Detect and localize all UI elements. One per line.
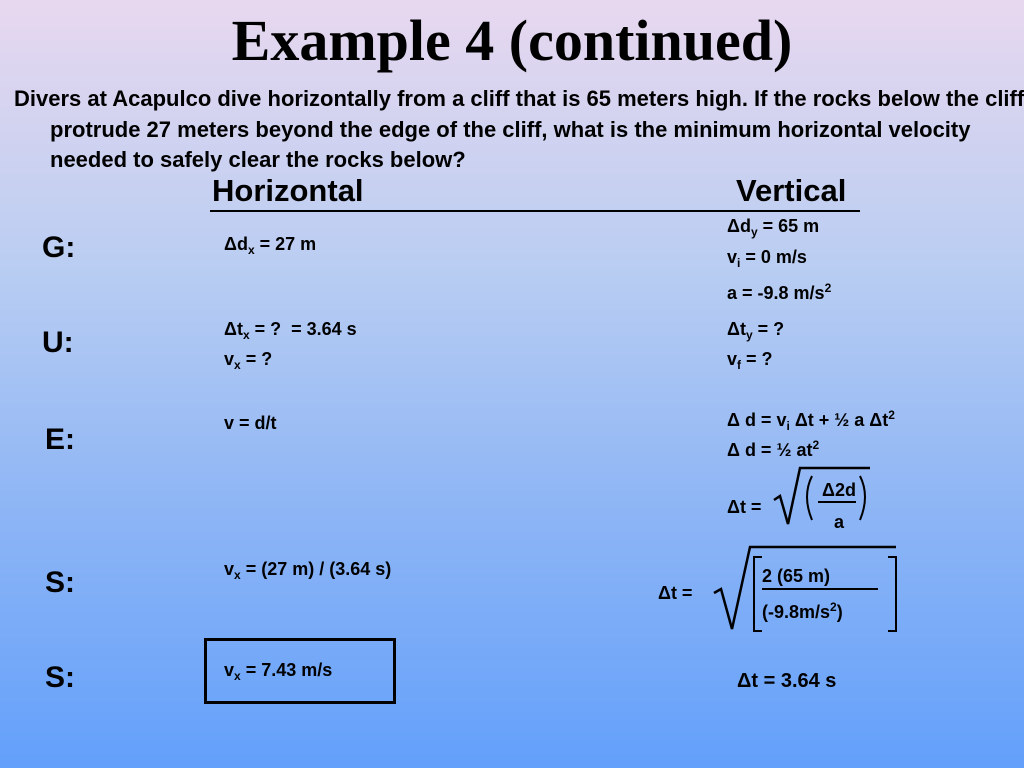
substitute-vx: $v_x = (27$ m) / (3.64 s) bbox=[224, 559, 392, 582]
substitute-numerator: 2 (65 m) bbox=[762, 566, 831, 586]
row-label-unknown: U: bbox=[42, 326, 74, 359]
equation-velocity: v = d/t bbox=[224, 413, 277, 433]
unknown-tx: $\Delta t_x$ = ? = 3.64 s bbox=[224, 319, 357, 342]
answer-vx: $v_x = 7.43$ m/s bbox=[224, 660, 333, 683]
slide-title: Example 4 (continued) bbox=[231, 8, 793, 73]
row-label-given: G: bbox=[42, 231, 76, 264]
unknown-ty: $\Delta t_y$ = ? bbox=[727, 319, 785, 342]
row-label-equation: E: bbox=[45, 423, 75, 456]
unknown-vf: $v_f$ = ? bbox=[727, 349, 773, 372]
vertical-header: Vertical bbox=[736, 173, 847, 208]
given-vi: $v_i = 0$ m/s bbox=[727, 247, 807, 270]
substitute-denominator: $(-9.8m/s^2)$ bbox=[762, 600, 843, 622]
problem-statement: Divers at Acapulco dive horizontally from a cliff that is 65 meters high. If the rocks below the cliff protrude 27 meters beyond the edge of the cliff, what is the minimum horizontal velocity needed to safely clear the rocks below? bbox=[14, 86, 1024, 172]
equation-fraction-denominator: a bbox=[834, 512, 845, 532]
row-label-substitute: S: bbox=[45, 566, 75, 599]
equation-kinematic: Δ $d = v_i$ Δt + ½ a $\Delta t^2$ bbox=[727, 408, 895, 433]
horizontal-header: Horizontal bbox=[212, 173, 364, 208]
equation-dt-label: Δt = bbox=[727, 497, 762, 517]
equation-simplified: Δ d = ½ $at^2$ bbox=[727, 438, 820, 460]
given-a: a = -9.8 $m/s^2$ bbox=[727, 281, 832, 303]
given-dy: $\Delta d_y = 65$ m bbox=[727, 216, 820, 239]
substitute-dt-label: Δt = bbox=[658, 583, 693, 603]
equation-fraction-numerator: Δ2d bbox=[822, 480, 856, 500]
row-label-solve: S: bbox=[45, 661, 75, 694]
answer-dt: Δt = 3.64 s bbox=[737, 670, 837, 692]
unknown-vx: $v_x$ = ? bbox=[224, 349, 273, 372]
given-dx: $\Delta d_x = 27$ m bbox=[224, 234, 317, 257]
